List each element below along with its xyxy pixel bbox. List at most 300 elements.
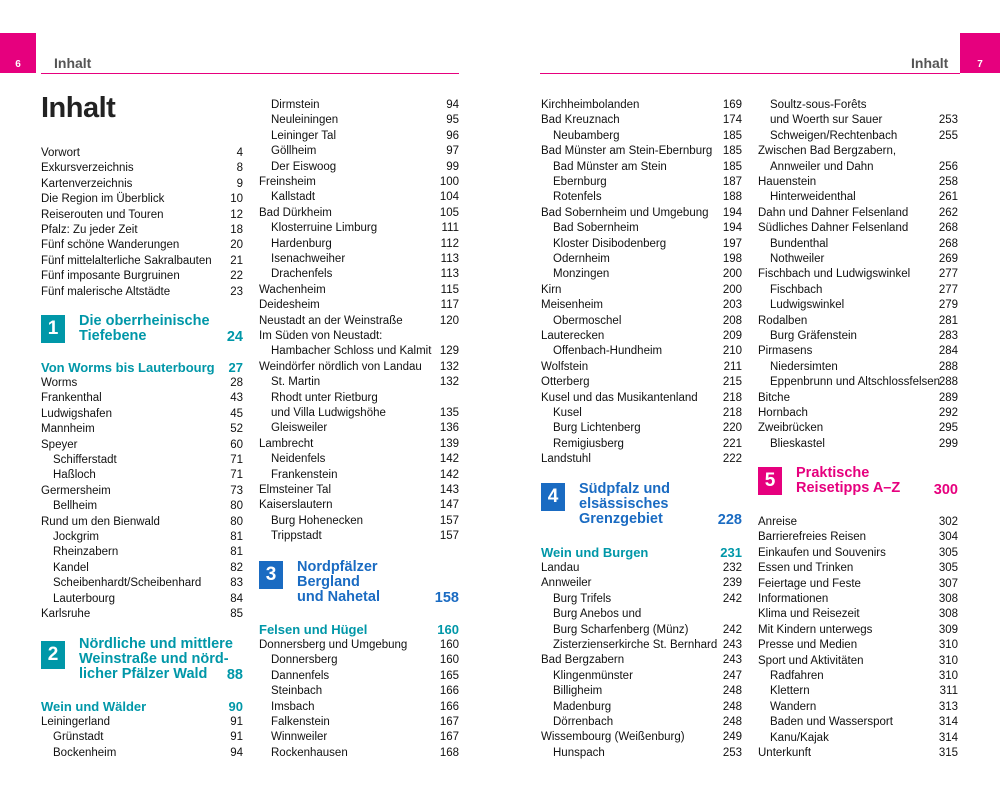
toc-entry[interactable] <box>259 391 459 406</box>
toc-entry[interactable] <box>541 206 742 221</box>
header-rule-left <box>41 73 459 74</box>
toc-entry[interactable] <box>541 129 742 144</box>
toc-entry[interactable] <box>41 254 243 269</box>
toc-entry[interactable] <box>41 422 243 437</box>
toc-entry-title: Ludwigswinkel <box>770 299 845 312</box>
toc-entry[interactable] <box>259 206 459 221</box>
toc-entry[interactable] <box>259 267 459 282</box>
toc-entry[interactable] <box>41 391 243 406</box>
toc-entry[interactable] <box>758 98 958 113</box>
toc-entry-page: 142 <box>439 453 459 466</box>
chapter-1-heading[interactable] <box>41 315 243 347</box>
chapter-4-number: 4 <box>541 483 565 511</box>
toc-entry[interactable] <box>758 731 958 746</box>
toc-entry[interactable] <box>41 545 243 560</box>
toc-entry[interactable] <box>41 607 243 622</box>
toc-entry-title: Odernheim <box>553 253 610 265</box>
toc-entry[interactable] <box>259 421 459 436</box>
toc-entry[interactable] <box>259 700 459 715</box>
toc-entry-page: 279 <box>938 299 958 312</box>
toc-entry-title: Hauenstein <box>758 176 817 188</box>
toc-entry[interactable] <box>758 298 958 313</box>
toc-entry[interactable] <box>758 437 958 452</box>
toc-entry-title: Feiertage und Feste <box>758 577 861 590</box>
toc-entry[interactable] <box>259 653 459 668</box>
toc-entry[interactable] <box>758 623 958 638</box>
toc-entry[interactable] <box>758 129 958 144</box>
toc-entry[interactable] <box>259 221 459 236</box>
toc-entry[interactable] <box>259 252 459 267</box>
chapter-3-page: 158 <box>434 590 459 606</box>
toc-entry-title: Schweigen/Rechtenbach <box>770 129 898 142</box>
toc-entry-page: 81 <box>230 531 243 543</box>
toc-entry[interactable] <box>41 407 243 422</box>
subsection-1-page: 27 <box>228 360 243 375</box>
toc-entry-page: 307 <box>938 577 958 590</box>
subsection-4-page: 231 <box>720 545 742 560</box>
toc-entry[interactable] <box>541 746 742 761</box>
chapter-1-title: Die oberrheinische Tiefebene <box>79 313 210 344</box>
toc-entry-page: 157 <box>439 514 459 527</box>
toc-entry[interactable] <box>758 160 958 175</box>
toc-entry[interactable] <box>41 438 243 453</box>
toc-entry-page: 243 <box>722 639 742 651</box>
toc-entry[interactable] <box>541 267 742 282</box>
toc-entry-title: Scheibenhardt/Scheibenhard <box>53 577 202 590</box>
toc-entry-page: 132 <box>439 360 459 373</box>
toc-entry[interactable] <box>758 530 958 545</box>
toc-entry[interactable] <box>259 175 459 190</box>
toc-entry-title: Falkenstein <box>271 716 330 728</box>
toc-entry[interactable] <box>541 669 742 684</box>
toc-entry[interactable] <box>41 146 243 161</box>
toc-entry-page: 211 <box>723 360 742 373</box>
toc-entry-title: Drachenfels <box>271 268 333 281</box>
toc-entry-page: 117 <box>440 299 459 312</box>
toc-entry-page: 288 <box>938 360 958 373</box>
toc-entry[interactable] <box>41 499 243 514</box>
toc-entry[interactable] <box>541 700 742 715</box>
toc-entry-title: Wissembourg (Weißenburg) <box>541 731 685 744</box>
toc-entry[interactable] <box>541 190 742 205</box>
toc-entry-page: 21 <box>230 254 243 267</box>
toc-entry-title: Steinbach <box>271 685 323 698</box>
toc-entry-page: 197 <box>722 237 742 250</box>
toc-entry[interactable] <box>541 653 742 668</box>
subsection-2[interactable] <box>41 699 243 717</box>
toc-entry-title: Wandern <box>770 700 817 713</box>
toc-entry[interactable] <box>259 314 459 329</box>
toc-entry[interactable] <box>758 360 958 375</box>
toc-entry[interactable] <box>259 529 459 544</box>
toc-entry[interactable] <box>758 700 958 715</box>
toc-entry-title: Hambacher Schloss und Kalmit <box>271 345 432 358</box>
toc-entry[interactable] <box>541 144 742 159</box>
toc-entry[interactable] <box>541 607 742 622</box>
toc-entry-title: Fischbach <box>770 283 823 296</box>
toc-entry-page: 185 <box>722 145 742 158</box>
toc-entry-page: 20 <box>230 239 243 252</box>
toc-entry[interactable] <box>541 406 742 421</box>
toc-entry-title: Bundenthal <box>770 237 829 250</box>
toc-entry-page: 277 <box>938 268 958 281</box>
toc-entry-page: 28 <box>230 377 243 389</box>
toc-entry[interactable] <box>541 452 742 467</box>
chapter-3-heading[interactable] <box>259 561 459 607</box>
toc-entry-page: 200 <box>722 283 742 296</box>
toc-entry[interactable] <box>758 190 958 205</box>
toc-entry[interactable] <box>758 746 958 761</box>
toc-entry[interactable] <box>41 238 243 253</box>
chapter-5-heading[interactable] <box>758 467 958 499</box>
toc-entry-title: Klosterruine Limburg <box>271 222 378 235</box>
toc-entry[interactable] <box>758 252 958 267</box>
toc-entry-title: Speyer <box>41 438 78 451</box>
toc-entry[interactable] <box>758 592 958 607</box>
toc-entry-title: Presse und Medien <box>758 639 858 652</box>
toc-entry[interactable] <box>758 221 958 236</box>
toc-entry-title: Lambrecht <box>259 437 314 450</box>
toc-entry-page: 255 <box>938 129 958 142</box>
toc-entry-title: Rodalben <box>758 314 808 327</box>
chapter-3-title: Nordpfälzer Bergland und Nahetal <box>297 559 380 605</box>
toc-entry-page: 311 <box>939 685 958 698</box>
toc-entry-page: 83 <box>230 577 243 590</box>
toc-entry-page: 194 <box>722 206 742 219</box>
toc-entry-title: Elmsteiner Tal <box>259 484 332 496</box>
subsection-3-title: Felsen und Hügel <box>259 622 368 637</box>
toc-entry-page: 222 <box>722 453 742 466</box>
toc-entry-page: 314 <box>938 716 958 729</box>
toc-entry-page: 310 <box>938 654 958 667</box>
toc-entry[interactable] <box>541 344 742 359</box>
chapter-5-page: 300 <box>933 482 958 498</box>
toc-entry-page: 115 <box>440 283 459 296</box>
toc-entry-page: 113 <box>440 268 459 281</box>
toc-entry-page: 167 <box>439 731 459 744</box>
toc-entry[interactable] <box>259 746 459 761</box>
toc-entry[interactable] <box>41 376 243 391</box>
toc-entry-title: Wolfstein <box>541 360 589 373</box>
toc-entry-page: 18 <box>230 224 243 236</box>
toc-entry-title: St. Martin <box>271 376 321 389</box>
toc-entry-page: 96 <box>446 129 459 142</box>
toc-entry[interactable] <box>41 730 243 745</box>
toc-entry-page: 215 <box>722 376 742 389</box>
toc-entry-page: 256 <box>938 160 958 173</box>
toc-entry[interactable] <box>758 283 958 298</box>
toc-entry-title: Fünf mittelalterliche Sakralbauten <box>41 254 212 267</box>
chapter-2-number: 2 <box>41 641 65 669</box>
toc-entry[interactable] <box>758 607 958 622</box>
chapter-3-number: 3 <box>259 561 283 589</box>
toc-entry-page: 81 <box>230 546 243 559</box>
toc-entry-page: 97 <box>446 145 459 158</box>
toc-entry[interactable] <box>758 669 958 684</box>
toc-entry[interactable] <box>541 360 742 375</box>
toc-entry-page: 261 <box>938 191 958 204</box>
toc-entry[interactable] <box>758 375 958 390</box>
toc-entry[interactable] <box>259 514 459 529</box>
toc-entry-page: 91 <box>230 731 243 744</box>
toc-entry-title: Kirchheimbolanden <box>541 99 640 111</box>
toc-entry-page: 136 <box>439 422 459 435</box>
toc-entry-title: Madenburg <box>553 700 612 713</box>
toc-entry-title: Reiserouten und Touren <box>41 208 164 221</box>
toc-entry-title: Billigheim <box>553 685 603 698</box>
toc-entry-title: Kartenverzeichnis <box>41 177 133 190</box>
toc-entry[interactable] <box>758 577 958 592</box>
toc-entry-page: 52 <box>230 423 243 436</box>
toc-entry-title: Burg Lichtenberg <box>553 422 641 435</box>
toc-entry[interactable] <box>758 546 958 561</box>
toc-entry-title: Karlsruhe <box>41 608 91 620</box>
toc-entry-page: 314 <box>938 731 958 744</box>
toc-entry[interactable] <box>541 623 742 638</box>
toc-entry[interactable] <box>41 715 243 730</box>
toc-entry[interactable] <box>259 190 459 205</box>
toc-entry-page: 304 <box>938 531 958 544</box>
toc-entry[interactable] <box>541 221 742 236</box>
toc-entry-title: Bad Bergzabern <box>541 654 625 667</box>
chapter-2-heading[interactable] <box>41 638 243 684</box>
chapter-4-page: 228 <box>717 512 742 528</box>
toc-entry[interactable] <box>259 483 459 498</box>
toc-entry[interactable] <box>259 406 459 421</box>
chapter-4-heading[interactable] <box>541 483 742 529</box>
toc-entry[interactable] <box>758 237 958 252</box>
subsection-2-title: Wein und Wälder <box>41 699 147 714</box>
toc-entry[interactable] <box>758 421 958 436</box>
toc-entry-page: 232 <box>722 562 742 574</box>
toc-entry-page: 302 <box>938 516 958 528</box>
toc-entry[interactable] <box>541 283 742 298</box>
toc-entry[interactable] <box>259 375 459 390</box>
toc-entry-page: 104 <box>439 191 459 204</box>
toc-entry-page: 174 <box>722 114 742 127</box>
toc-entry[interactable] <box>41 161 243 176</box>
toc-entry[interactable] <box>758 344 958 359</box>
toc-entry[interactable] <box>259 298 459 313</box>
subsection-4[interactable] <box>541 545 742 563</box>
toc-entry[interactable] <box>259 98 459 113</box>
toc-entry-title: Niedersimten <box>770 360 838 373</box>
toc-entry[interactable] <box>41 746 243 761</box>
toc-entry[interactable] <box>758 267 958 282</box>
subsection-3[interactable] <box>259 622 459 640</box>
toc-entry-title: Donnersberg <box>271 654 338 667</box>
toc-entry-title: Dahn und Dahner Felsenland <box>758 206 909 219</box>
toc-entry[interactable] <box>41 592 243 607</box>
toc-entry[interactable] <box>541 175 742 190</box>
toc-entry[interactable] <box>259 329 459 344</box>
toc-entry[interactable] <box>259 360 459 375</box>
toc-entry-title: Kallstadt <box>271 191 316 204</box>
toc-entry[interactable] <box>41 530 243 545</box>
toc-entry-page: 305 <box>938 562 958 575</box>
toc-entry-title: Soultz-sous-Forêts <box>770 99 867 111</box>
toc-entry-title: Klingenmünster <box>553 669 633 682</box>
toc-entry[interactable] <box>541 561 742 576</box>
toc-entry[interactable] <box>758 391 958 406</box>
toc-entry[interactable] <box>541 391 742 406</box>
toc-entry[interactable] <box>259 452 459 467</box>
toc-entry[interactable] <box>758 654 958 669</box>
toc-entry-title: Mit Kindern unterwegs <box>758 623 873 636</box>
toc-entry[interactable] <box>541 375 742 390</box>
toc-entry[interactable] <box>541 421 742 436</box>
toc-entry[interactable] <box>758 113 958 128</box>
toc-entry-title: Rund um den Bienwald <box>41 515 160 528</box>
toc-entry[interactable] <box>541 314 742 329</box>
toc-entry-page: 281 <box>938 314 958 327</box>
toc-entry-title: Kanu/Kajak <box>770 731 829 744</box>
chapter-4-title: Südpfalz und elsässisches Grenzgebiet <box>579 481 671 527</box>
toc-entry[interactable] <box>758 684 958 699</box>
toc-entry-page: 242 <box>722 623 742 636</box>
toc-entry[interactable] <box>41 453 243 468</box>
toc-entry[interactable] <box>541 252 742 267</box>
toc-entry-page: 221 <box>722 437 742 450</box>
toc-entry-title: Pfalz: Zu jeder Zeit <box>41 224 138 236</box>
toc-entry-title: Bad Münster am Stein-Ebernburg <box>541 145 713 158</box>
toc-entry[interactable] <box>541 160 742 175</box>
toc-entry-title: Zweibrücken <box>758 422 824 435</box>
toc-entry[interactable] <box>541 684 742 699</box>
toc-entry[interactable] <box>41 177 243 192</box>
toc-entry-title: Fünf schöne Wanderungen <box>41 239 180 252</box>
toc-entry[interactable] <box>41 468 243 483</box>
toc-entry[interactable] <box>259 113 459 128</box>
toc-entry[interactable] <box>41 269 243 284</box>
toc-entry-page: 242 <box>722 592 742 605</box>
toc-entry[interactable] <box>758 561 958 576</box>
toc-entry-title: Bockenheim <box>53 746 117 759</box>
toc-entry-page: 73 <box>230 484 243 497</box>
toc-entry-page: 166 <box>439 685 459 698</box>
toc-entry-title: Burg Anebos und <box>553 608 642 621</box>
toc-entry[interactable] <box>541 437 742 452</box>
chapter-1-page: 24 <box>226 329 243 345</box>
toc-entry[interactable] <box>41 208 243 223</box>
toc-entry-page: 71 <box>230 454 243 466</box>
toc-entry-title: Bad Münster am Stein <box>553 160 667 173</box>
toc-entry[interactable] <box>259 468 459 483</box>
toc-entry[interactable] <box>259 144 459 159</box>
toc-entry-title: Leininger Tal <box>271 129 337 142</box>
toc-entry[interactable] <box>41 484 243 499</box>
subsection-1[interactable] <box>41 360 243 378</box>
toc-entry-page: 120 <box>439 314 459 327</box>
toc-entry[interactable] <box>541 730 742 745</box>
toc-entry-title: Grünstadt <box>53 731 104 744</box>
toc-entry[interactable] <box>758 515 958 530</box>
toc-entry[interactable] <box>758 329 958 344</box>
toc-entry[interactable] <box>259 730 459 745</box>
toc-entry-title: Eppenbrunn und Altschlossfelsen <box>770 376 941 389</box>
toc-entry[interactable] <box>259 684 459 699</box>
toc-entry-page: 71 <box>230 469 243 482</box>
toc-entry[interactable] <box>259 498 459 513</box>
toc-entry[interactable] <box>541 237 742 252</box>
toc-entry[interactable] <box>259 715 459 730</box>
toc-entry-page: 277 <box>938 283 958 296</box>
toc-entry-page: 60 <box>230 438 243 451</box>
toc-entry[interactable] <box>541 592 742 607</box>
toc-entry-page: 209 <box>722 330 742 342</box>
toc-entry[interactable] <box>259 344 459 359</box>
toc-entry[interactable] <box>541 576 742 591</box>
toc-entry-title: Frankenthal <box>41 392 102 405</box>
toc-entry[interactable] <box>259 160 459 175</box>
toc-entry[interactable] <box>41 192 243 207</box>
toc-entry[interactable] <box>41 515 243 530</box>
toc-entry-title: Klima und Reisezeit <box>758 608 860 621</box>
toc-entry[interactable] <box>41 285 243 300</box>
toc-entry[interactable] <box>541 113 742 128</box>
toc-entry[interactable] <box>541 298 742 313</box>
toc-entry-title: Fünf imposante Burgruinen <box>41 270 180 283</box>
toc-entry[interactable] <box>758 175 958 190</box>
toc-entry-title: Anreise <box>758 516 797 528</box>
toc-entry[interactable] <box>541 329 742 344</box>
subsection-4-title: Wein und Burgen <box>541 545 649 560</box>
toc-entry[interactable] <box>541 98 742 113</box>
toc-entry-title: Germersheim <box>41 484 111 497</box>
chapter-1-number: 1 <box>41 315 65 343</box>
toc-entry[interactable] <box>758 715 958 730</box>
toc-entry-page: 308 <box>938 608 958 621</box>
toc-entry-title: Trippstadt <box>271 530 322 543</box>
toc-entry[interactable] <box>758 638 958 653</box>
toc-entry[interactable] <box>541 638 742 653</box>
toc-entry[interactable] <box>758 406 958 421</box>
toc-entry-title: Radfahren <box>770 670 824 682</box>
toc-entry[interactable] <box>259 638 459 653</box>
toc-entry-title: Rockenhausen <box>271 746 348 759</box>
toc-entry-title: Burg Hohenecken <box>271 514 364 527</box>
toc-entry[interactable] <box>758 144 958 159</box>
running-head-left: Inhalt <box>54 55 92 71</box>
toc-entry-title: Kloster Disibodenberg <box>553 237 667 250</box>
toc-entry-page: 91 <box>230 716 243 728</box>
toc-entry[interactable] <box>259 283 459 298</box>
subsection-3-page: 160 <box>437 622 459 637</box>
toc-entry[interactable] <box>541 715 742 730</box>
toc-entry-page: 43 <box>230 392 243 405</box>
toc-entry-page: 315 <box>938 747 958 759</box>
toc-entry[interactable] <box>758 314 958 329</box>
toc-entry[interactable] <box>41 576 243 591</box>
toc-entry-title: Neustadt an der Weinstraße <box>259 314 403 327</box>
toc-entry-page: 112 <box>440 237 459 250</box>
toc-entry-page: 218 <box>722 391 742 404</box>
toc-entry[interactable] <box>41 223 243 238</box>
toc-entry[interactable] <box>259 237 459 252</box>
toc-entry[interactable] <box>259 669 459 684</box>
toc-entry[interactable] <box>41 561 243 576</box>
toc-entry-page: 84 <box>230 592 243 605</box>
toc-entry-title: Neubamberg <box>553 129 620 142</box>
toc-entry-title: Der Eiswoog <box>271 160 337 173</box>
toc-entry-title: Meisenheim <box>541 299 603 312</box>
toc-entry-page: 258 <box>938 176 958 188</box>
toc-entry[interactable] <box>259 437 459 452</box>
toc-entry[interactable] <box>758 206 958 221</box>
toc-entry-title: Lauterbourg <box>53 592 116 605</box>
toc-entry-page: 129 <box>439 345 459 358</box>
toc-entry[interactable] <box>259 129 459 144</box>
